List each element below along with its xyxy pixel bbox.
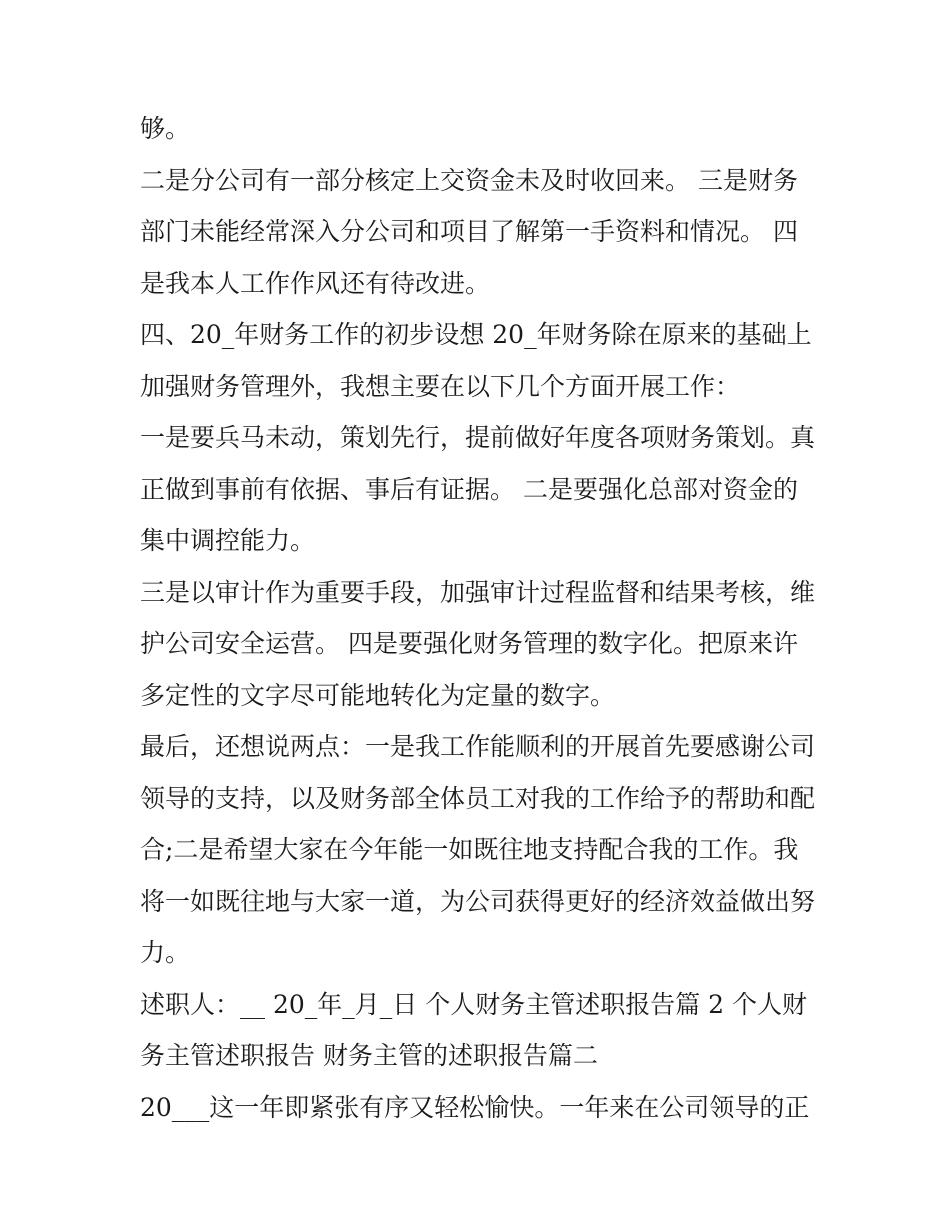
text-line: 部门未能经常深入分公司和项目了解第一手资料和情况。 四 — [140, 217, 798, 246]
text-line: 务主管述职报告 财务主管的述职报告篇二 — [140, 1041, 598, 1070]
text-line: 多定性的文字尽可能地转化为定量的数字。 — [140, 680, 616, 710]
body-text — [140, 103, 820, 1133]
text-line: 四、20_年财务工作的初步设想 20_年财务除在原来的基础上 — [140, 320, 812, 349]
text-line: 够。 — [140, 114, 191, 143]
text-line: 三是以审计作为重要手段，加强审计过程监督和结果考核，维 — [140, 577, 816, 607]
text-line: 力。 — [140, 938, 191, 967]
text-line: 正做到事前有依据、事后有证据。 二是要强化总部对资金的 — [140, 474, 798, 504]
text-line: 将一如既往地与大家一道，为公司获得更好的经济效益做出努 — [140, 886, 816, 916]
text-line: 集中调控能力。 — [140, 526, 316, 555]
text-line: 述职人：__ 20_年_月_日 个人财务主管述职报告篇 2 个人财 — [140, 989, 808, 1019]
text-line: 20___这一年即紧张有序又轻松愉快。一年来在公司领导的正 — [140, 1092, 810, 1122]
text-line: 最后，还想说两点：一是我工作能顺利的开展首先要感谢公司 — [140, 732, 816, 761]
text-line: 领导的支持，以及财务部全体员工对我的工作给予的帮助和配 — [140, 783, 816, 813]
text-line: 是我本人工作作风还有待改进。 — [140, 268, 491, 298]
text-line: 合;二是希望大家在今年能一如既往地支持配合我的工作。我 — [140, 835, 799, 864]
text-line: 一是要兵马未动，策划先行，提前做好年度各项财务策划。真 — [140, 423, 816, 452]
text-line: 护公司安全运营。 四是要强化财务管理的数字化。把原来许 — [140, 629, 798, 658]
text-line: 二是分公司有一部分核定上交资金未及时收回来。 三是财务 — [140, 165, 798, 195]
text-line: 加强财务管理外，我想主要在以下几个方面开展工作： — [140, 371, 741, 401]
